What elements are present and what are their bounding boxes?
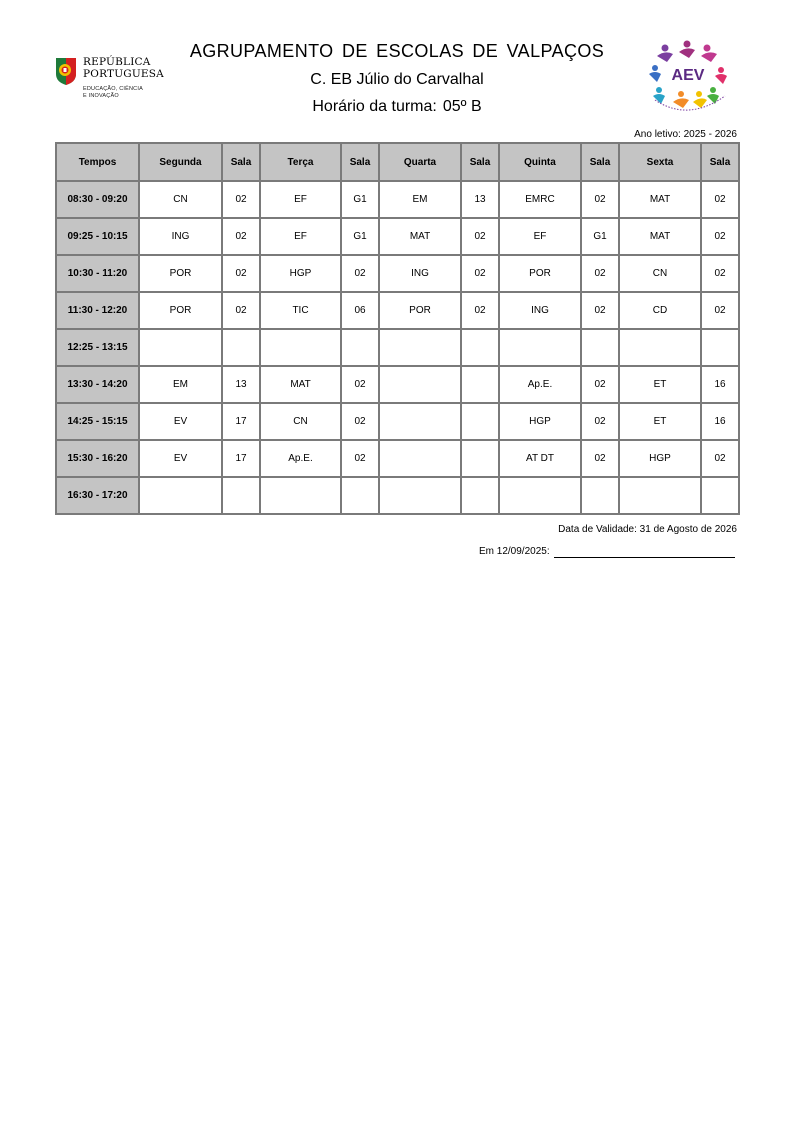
subject-cell: ING <box>499 292 581 329</box>
table-row <box>56 218 739 255</box>
room-cell <box>581 477 619 514</box>
column-header: Quinta <box>499 143 581 181</box>
table-row <box>56 440 739 477</box>
schedule-table <box>55 142 740 515</box>
subject-cell: EMRC <box>499 181 581 218</box>
room-cell: 02 <box>581 440 619 477</box>
room-cell: 13 <box>222 366 260 403</box>
time-slot-cell: 10:30 - 11:20 <box>56 255 139 292</box>
ano-letivo: Ano letivo: 2025 - 2026 <box>634 129 737 140</box>
time-slot-cell: 14:25 - 15:15 <box>56 403 139 440</box>
room-cell <box>341 329 379 366</box>
time-slot-cell: 08:30 - 09:20 <box>56 181 139 218</box>
subject-cell <box>139 477 222 514</box>
room-cell: 02 <box>222 255 260 292</box>
room-cell: 02 <box>222 181 260 218</box>
aev-logo <box>645 38 731 114</box>
subject-cell: CN <box>619 255 701 292</box>
subject-cell: HGP <box>619 440 701 477</box>
room-cell: 02 <box>461 218 499 255</box>
room-cell <box>461 366 499 403</box>
column-header: Sala <box>341 143 379 181</box>
room-cell <box>461 440 499 477</box>
subject-cell <box>379 477 461 514</box>
room-cell: 02 <box>222 292 260 329</box>
room-cell: 16 <box>701 403 739 440</box>
subject-cell: POR <box>139 255 222 292</box>
subject-cell: MAT <box>379 218 461 255</box>
table-row <box>56 181 739 218</box>
table-row <box>56 403 739 440</box>
subject-cell <box>379 403 461 440</box>
room-cell: 02 <box>581 292 619 329</box>
turma-label: Horário da turma: <box>312 98 437 115</box>
subject-cell: MAT <box>619 218 701 255</box>
room-cell: 02 <box>581 366 619 403</box>
signature-line <box>554 557 735 558</box>
subject-cell: EM <box>139 366 222 403</box>
aev-figures-icon <box>645 38 731 114</box>
ministry-line-2: E INOVAÇÃO <box>83 92 119 99</box>
subject-cell: CN <box>260 403 341 440</box>
time-slot-cell: 11:30 - 12:20 <box>56 292 139 329</box>
time-slot-cell: 13:30 - 14:20 <box>56 366 139 403</box>
subject-cell: POR <box>139 292 222 329</box>
room-cell <box>461 329 499 366</box>
room-cell: 02 <box>581 181 619 218</box>
subject-cell: EM <box>379 181 461 218</box>
signature-date-line <box>479 546 550 557</box>
room-cell: G1 <box>341 181 379 218</box>
subject-cell: Ap.E. <box>260 440 341 477</box>
subject-cell <box>260 329 341 366</box>
room-cell: 16 <box>701 366 739 403</box>
subject-cell <box>139 329 222 366</box>
subject-cell: EV <box>139 440 222 477</box>
room-cell: 02 <box>341 255 379 292</box>
page-title: AGRUPAMENTO DE ESCOLAS DE VALPAÇOS <box>189 41 605 61</box>
subject-cell: ING <box>139 218 222 255</box>
subject-cell <box>379 329 461 366</box>
aev-logo-text: AEV <box>671 67 705 84</box>
room-cell: 17 <box>222 403 260 440</box>
subject-cell: TIC <box>260 292 341 329</box>
subject-cell: MAT <box>619 181 701 218</box>
room-cell: 02 <box>461 292 499 329</box>
time-slot-cell: 09:25 - 10:15 <box>56 218 139 255</box>
room-cell <box>461 403 499 440</box>
column-header: Sexta <box>619 143 701 181</box>
data-validade: Data de Validade: 31 de Agosto de 2026 <box>558 524 737 535</box>
room-cell: 17 <box>222 440 260 477</box>
column-header: Sala <box>461 143 499 181</box>
room-cell: 02 <box>461 255 499 292</box>
subject-cell <box>379 440 461 477</box>
subject-cell: CN <box>139 181 222 218</box>
time-slot-cell: 15:30 - 16:20 <box>56 440 139 477</box>
room-cell <box>701 329 739 366</box>
subject-cell: EF <box>260 218 341 255</box>
room-cell <box>222 477 260 514</box>
column-header: Quarta <box>379 143 461 181</box>
subject-cell: ING <box>379 255 461 292</box>
time-slot-cell: 16:30 - 17:20 <box>56 477 139 514</box>
room-cell <box>581 329 619 366</box>
room-cell: 13 <box>461 181 499 218</box>
room-cell: G1 <box>341 218 379 255</box>
column-header: Segunda <box>139 143 222 181</box>
room-cell: 02 <box>222 218 260 255</box>
table-body <box>56 181 739 514</box>
room-cell <box>701 477 739 514</box>
subject-cell: EF <box>260 181 341 218</box>
room-cell <box>222 329 260 366</box>
room-cell: 02 <box>581 255 619 292</box>
room-cell: 02 <box>701 218 739 255</box>
subject-cell: CD <box>619 292 701 329</box>
subject-cell <box>619 329 701 366</box>
column-header: Terça <box>260 143 341 181</box>
subject-cell <box>499 329 581 366</box>
room-cell: 02 <box>701 292 739 329</box>
ministry-line-1: EDUCAÇÃO, CIÊNCIA <box>83 86 143 92</box>
subject-cell: POR <box>499 255 581 292</box>
subject-cell <box>379 366 461 403</box>
subject-cell <box>619 477 701 514</box>
table-header-row <box>56 143 739 181</box>
subject-cell: HGP <box>260 255 341 292</box>
table-row <box>56 255 739 292</box>
subject-cell: POR <box>379 292 461 329</box>
room-cell: 02 <box>341 440 379 477</box>
room-cell: 02 <box>341 366 379 403</box>
room-cell <box>461 477 499 514</box>
room-cell: 02 <box>581 403 619 440</box>
table-row <box>56 329 739 366</box>
subject-cell: Ap.E. <box>499 366 581 403</box>
subject-cell <box>260 477 341 514</box>
republica-line-1: REPÚBLICA <box>83 56 151 68</box>
table-row <box>56 477 739 514</box>
turma-value: 05º B <box>442 98 482 115</box>
subject-cell: EV <box>139 403 222 440</box>
republica-line-2: PORTUGUESA <box>83 68 164 80</box>
table-row <box>56 366 739 403</box>
room-cell: 02 <box>701 440 739 477</box>
column-header: Sala <box>222 143 260 181</box>
subject-cell: HGP <box>499 403 581 440</box>
em-date: Em 12/09/2025: <box>479 546 550 557</box>
subject-cell: AT DT <box>499 440 581 477</box>
time-slot-cell: 12:25 - 13:15 <box>56 329 139 366</box>
subject-cell: EF <box>499 218 581 255</box>
column-header: Sala <box>701 143 739 181</box>
subject-cell: ET <box>619 403 701 440</box>
room-cell: G1 <box>581 218 619 255</box>
column-header: Sala <box>581 143 619 181</box>
room-cell: 06 <box>341 292 379 329</box>
subject-cell: MAT <box>260 366 341 403</box>
room-cell: 02 <box>701 255 739 292</box>
room-cell: 02 <box>701 181 739 218</box>
column-header: Tempos <box>56 143 139 181</box>
room-cell <box>341 477 379 514</box>
school-name: C. EB Júlio do Carvalhal <box>310 71 484 88</box>
subject-cell: ET <box>619 366 701 403</box>
subject-cell <box>499 477 581 514</box>
room-cell: 02 <box>341 403 379 440</box>
table-row <box>56 292 739 329</box>
